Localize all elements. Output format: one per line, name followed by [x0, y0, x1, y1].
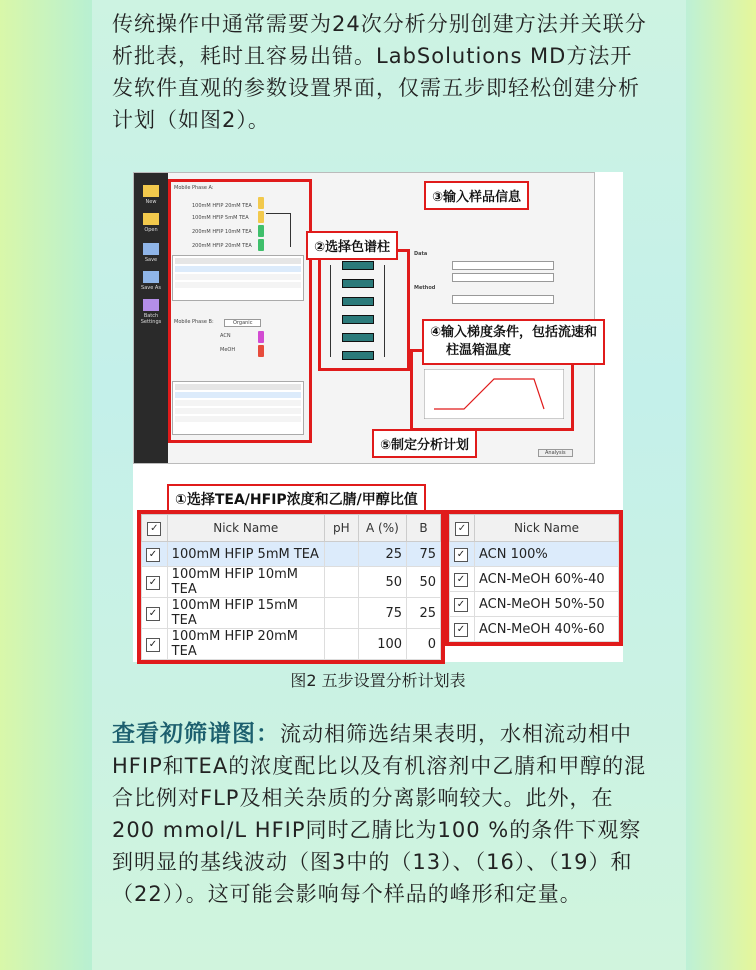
- row-a: 50: [358, 567, 406, 598]
- header-ph[interactable]: pH: [324, 515, 358, 542]
- row-checkbox-cell[interactable]: [450, 567, 475, 592]
- checkbox[interactable]: ✓: [146, 607, 160, 621]
- intro-paragraph: 传统操作中通常需要为24次分析分别创建方法并关联分析批表，耗时且容易出错。LabSolutions MD方法开发软件直观的参数设置界面，仅需五步即轻松创建分析计划（如图2）。: [112, 12, 647, 132]
- figure-2: [133, 172, 623, 662]
- table-header: [450, 515, 619, 542]
- callout-2: ②选择色谱柱: [306, 231, 398, 260]
- row-b: 50: [407, 567, 441, 598]
- row-checkbox-cell[interactable]: [450, 617, 475, 642]
- mobile-phase-a-label: Mobile Phase A:: [174, 185, 214, 191]
- header-checkbox[interactable]: [142, 515, 168, 542]
- row-a: 25: [358, 542, 406, 567]
- row-name: ACN-MeOH 60%-40: [475, 567, 619, 592]
- checkbox[interactable]: ✓: [454, 573, 468, 587]
- toolbar-saveas-label: Save As: [141, 285, 161, 291]
- callout-1: ①选择TEA/HFIP浓度和乙腈/甲醇比值: [167, 484, 426, 514]
- table-row[interactable]: [450, 617, 619, 642]
- data-folder-field[interactable]: [452, 261, 554, 270]
- row-checkbox-cell[interactable]: [450, 542, 475, 567]
- highlight-box: [318, 249, 410, 371]
- section-body: 流动相筛选结果表明，水相流动相中HFIP和TEA的浓度配比以及有机溶剂中乙腈和甲醇的混合比例对FLP及相关杂质的分离影响较大。此外，在200 mmol/L HFIP同时乙腈比为100 %的条件下观察到明显的基线波动（图3中的（13）、（16）、（19）和（22））。这可能会影响每个样品的峰形和定量。: [112, 722, 647, 906]
- row-checkbox-cell[interactable]: [142, 598, 168, 629]
- figure-caption: 图2 五步设置分析计划表: [290, 671, 466, 690]
- header-nickname[interactable]: Nick Name: [475, 515, 619, 542]
- bottle-a-2: 100mM HFIP 5mM TEA: [192, 215, 249, 221]
- header-nickname[interactable]: Nick Name: [167, 515, 324, 542]
- row-name: ACN 100%: [475, 542, 619, 567]
- callout-5: ⑤制定分析计划: [372, 429, 477, 458]
- row-a: 75: [358, 598, 406, 629]
- analysis-button[interactable]: Analysis: [538, 449, 573, 457]
- table-row[interactable]: [450, 567, 619, 592]
- bottle-b-1: ACN: [220, 333, 231, 339]
- checkbox[interactable]: ✓: [146, 576, 160, 590]
- row-checkbox-cell[interactable]: [142, 567, 168, 598]
- checkbox[interactable]: ✓: [146, 548, 160, 562]
- data-label: Data: [414, 251, 428, 257]
- table-row[interactable]: [450, 542, 619, 567]
- table-row[interactable]: [142, 629, 441, 660]
- callout-4: [422, 319, 605, 365]
- open-icon[interactable]: [143, 213, 159, 225]
- bottle-a-1: 100mM HFIP 20mM TEA: [192, 203, 252, 209]
- checkbox[interactable]: ✓: [147, 522, 161, 536]
- row-checkbox-cell[interactable]: [142, 542, 168, 567]
- software-screenshot: [133, 172, 598, 464]
- bottle-b-2: MeOH: [220, 347, 236, 353]
- mobile-phase-b-select[interactable]: Organic: [224, 319, 261, 327]
- checkbox[interactable]: ✓: [454, 623, 468, 637]
- file-name-field[interactable]: [452, 273, 554, 282]
- left-decor: [0, 0, 92, 970]
- table-row[interactable]: [450, 592, 619, 617]
- checkbox[interactable]: ✓: [454, 598, 468, 612]
- section-heading: 查看初筛谱图：: [112, 721, 280, 747]
- toolbar: [134, 173, 168, 463]
- row-checkbox-cell[interactable]: [450, 592, 475, 617]
- row-name: 100mM HFIP 5mM TEA: [167, 542, 324, 567]
- method-field[interactable]: [452, 295, 554, 304]
- checkbox[interactable]: ✓: [454, 548, 468, 562]
- callout-4-line1: ④输入梯度条件，包括流速和: [430, 325, 598, 340]
- table-row[interactable]: [142, 542, 441, 567]
- row-ph: [324, 567, 358, 598]
- table-row[interactable]: [142, 567, 441, 598]
- row-ph: [324, 629, 358, 660]
- row-name: ACN-MeOH 50%-50: [475, 592, 619, 617]
- row-name: 100mM HFIP 10mM TEA: [167, 567, 324, 598]
- row-ph: [324, 598, 358, 629]
- table-header: [142, 515, 441, 542]
- row-ph: [324, 542, 358, 567]
- row-b: 75: [407, 542, 441, 567]
- row-name: 100mM HFIP 15mM TEA: [167, 598, 324, 629]
- bottle-a-3: 200mM HFIP 10mM TEA: [192, 229, 252, 235]
- checkbox[interactable]: ✓: [146, 638, 160, 652]
- highlight-box: [168, 179, 312, 443]
- right-decor: [686, 0, 756, 970]
- toolbar-new-label: New: [145, 199, 157, 205]
- bottle-a-4: 200mM HFIP 20mM TEA: [192, 243, 252, 249]
- mobile-phase-b-label: Mobile Phase B:: [174, 319, 214, 325]
- header-checkbox[interactable]: [450, 515, 475, 542]
- row-name: 100mM HFIP 20mM TEA: [167, 629, 324, 660]
- header-a[interactable]: A (%): [358, 515, 406, 542]
- row-name: ACN-MeOH 40%-60: [475, 617, 619, 642]
- toolbar-open-label: Open: [144, 227, 158, 233]
- method-label: Method: [414, 285, 436, 291]
- save-as-icon[interactable]: [143, 271, 159, 283]
- callout-4-line2: 柱温箱温度: [446, 343, 512, 358]
- batch-settings-icon[interactable]: [143, 299, 159, 311]
- callout-3: ③输入样品信息: [424, 181, 529, 210]
- header-b[interactable]: B: [407, 515, 441, 542]
- row-b: 0: [407, 629, 441, 660]
- toolbar-save-label: Save: [144, 257, 158, 263]
- save-icon[interactable]: [143, 243, 159, 255]
- row-checkbox-cell[interactable]: [142, 629, 168, 660]
- row-b: 25: [407, 598, 441, 629]
- results-paragraph: [112, 718, 652, 910]
- row-a: 100: [358, 629, 406, 660]
- new-icon[interactable]: [143, 185, 159, 197]
- toolbar-batch-label: Batch Settings: [140, 313, 162, 325]
- table-a: [137, 510, 445, 664]
- table-row[interactable]: [142, 598, 441, 629]
- checkbox[interactable]: ✓: [455, 522, 469, 536]
- table-b: [445, 510, 623, 646]
